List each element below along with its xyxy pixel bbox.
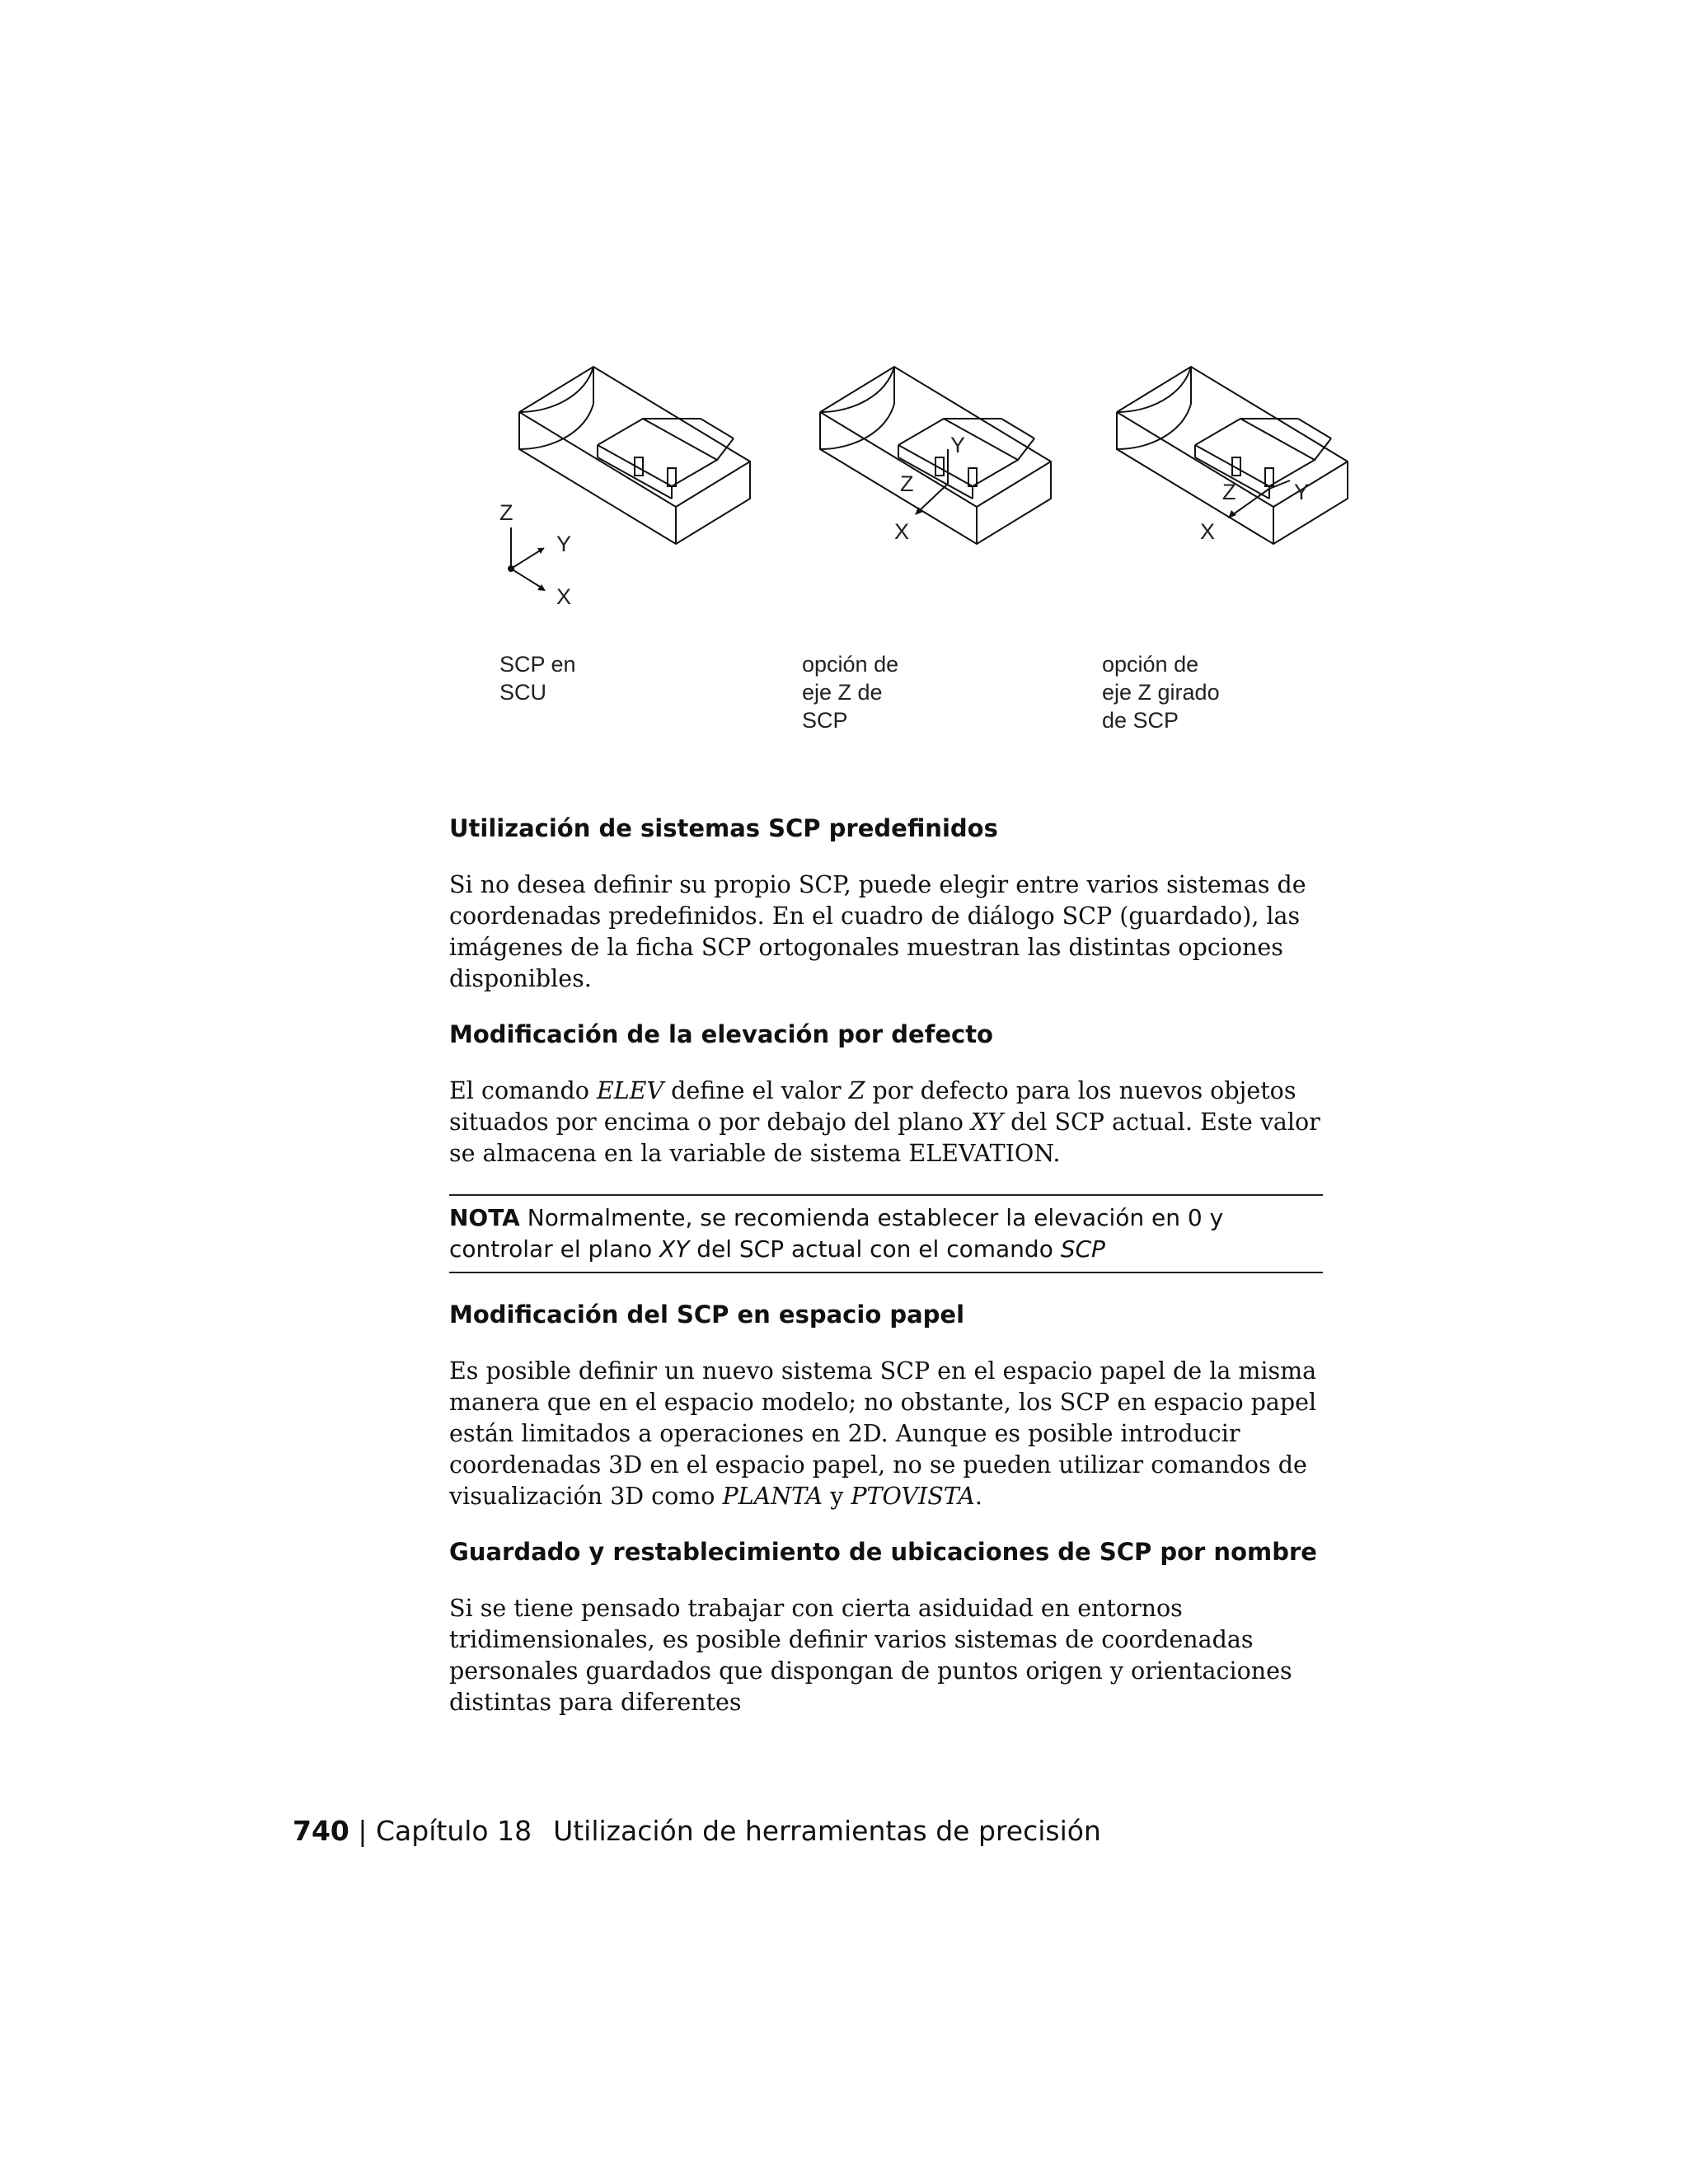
section-paragraph-paper-space: Es posible definir un nuevo sistema SCP en el espacio papel de la misma manera que en el espacio modelo; no obstante, los SCP en espacio papel están limitados a operaciones en 2D. Aunque es posible introducir coordenadas 3D en el espacio papel, no se pueden utilizar comandos de visualización 3D como PLANTA y PTOVISTA. (449, 1357, 1317, 1510)
footer-separator: | (349, 1815, 376, 1847)
panel-3-block (1117, 367, 1348, 544)
page-content (449, 812, 1323, 1718)
ucs-illustration (486, 350, 1376, 762)
panel-2-block (820, 367, 1051, 544)
section-heading-elevation: Modificación de la elevación por defecto (449, 1020, 993, 1048)
panel-2-caption: opción de eje Z de SCP (802, 652, 899, 733)
page-number: 740 (293, 1815, 349, 1847)
section-paragraph-named-ucs: Si se tiene pensado trabajar con cierta asiduidad en entornos tridimensionales, es posible definir varios sistemas de coordenadas personales guardados que dispongan de puntos origen y orientaciones distintas para diferentes (449, 1595, 1292, 1716)
section-heading-predefined-ucs: Utilización de sistemas SCP predefinidos (449, 814, 998, 842)
axis-x-label: X (556, 584, 572, 609)
section-paragraph-elevation: El comando ELEV define el valor Z por defecto para los nuevos objetos situados por encima o por debajo del plano XY del SCP actual. Este valor se almacena en la variable de sistema ELEVATION. (449, 1077, 1320, 1167)
note-label: NOTA (449, 1204, 520, 1231)
panel-2-axis-z: Z (900, 471, 914, 496)
note-box: NOTA Normalmente, se recomienda establecer la elevación en 0 y controlar el plano XY del SCP actual con el comando SCP (449, 1194, 1323, 1273)
panel-1-axes-icon (508, 527, 546, 591)
panel-2-axis-x: X (894, 519, 910, 544)
panel-1-caption: SCP en SCU (499, 652, 576, 705)
section-paragraph-predefined-ucs: Si no desea definir su propio SCP, puede elegir entre varios sistemas de coordenadas predefinidos. En el cuadro de diálogo SCP (guardado), las imágenes de la ficha SCP ortogonales muestran las distintas opciones disponibles. (449, 871, 1306, 992)
panel-1-block (519, 367, 750, 544)
chapter-title: Utilización de herramientas de precisión (553, 1815, 1101, 1847)
axis-z-label: Z (499, 500, 513, 525)
section-heading-named-ucs: Guardado y restablecimiento de ubicaciones de SCP por nombre (449, 1538, 1317, 1566)
panel-3-axis-y: Y (1294, 480, 1310, 504)
panel-3-axis-x: X (1200, 519, 1216, 544)
panel-3-axis-z: Z (1222, 480, 1236, 504)
axis-y-label: Y (556, 532, 572, 556)
page-footer (293, 1813, 1101, 1849)
ucs-figure (486, 350, 1376, 762)
panel-2-axis-y: Y (950, 433, 966, 457)
section-heading-paper-space: Modificación del SCP en espacio papel (449, 1301, 965, 1329)
panel-3-axes-icon (1228, 480, 1290, 518)
chapter-label: Capítulo 18 (376, 1815, 532, 1847)
panel-3-caption: opción de eje Z girado de SCP (1102, 652, 1220, 733)
